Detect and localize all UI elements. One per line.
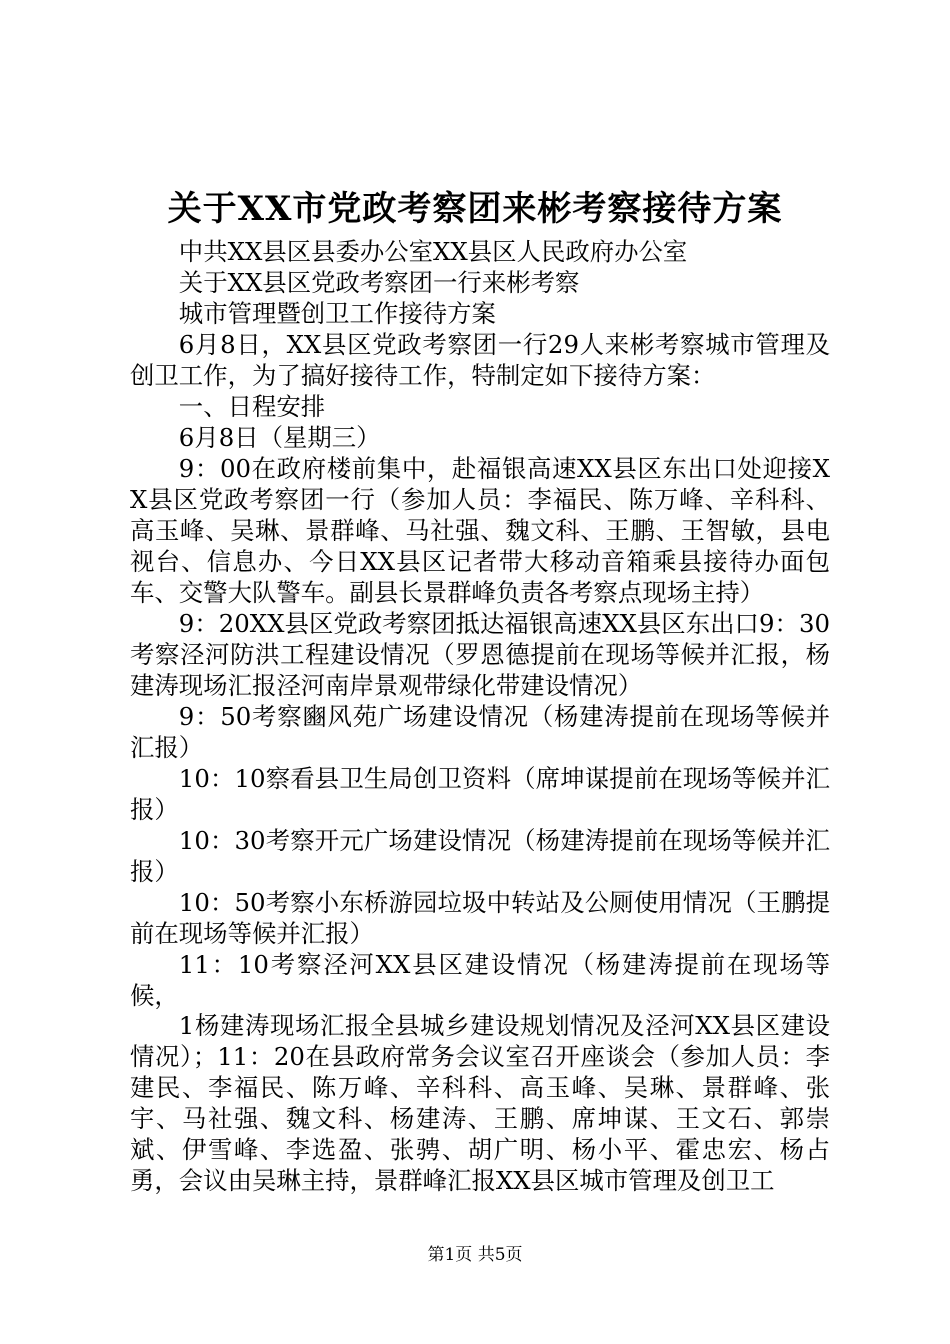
body-block-1 — [130, 236, 830, 1011]
paragraph: 10：30考察开元广场建设情况（杨建涛提前在现场等候并汇报） — [130, 826, 830, 886]
paragraph: 9：20XX县区党政考察团抵达福银高速XX县区东出口9：30考察泾河防洪工程建设情况（罗恩德提前在现场等候并汇报，杨建涛现场汇报泾河南岸景观带绿化带建设情况） — [130, 609, 830, 700]
paragraph: 9：50考察豳风苑广场建设情况（杨建涛提前在现场等候并汇报） — [130, 702, 830, 762]
paragraph: 9：00在政府楼前集中，赴福银高速XX县区东出口处迎接XX县区党政考察团一行（参加人员：李福民、陈万峰、辛科科、高玉峰、吴琳、景群峰、马社强、魏文科、王鹏、王智敏，县电视台、信息办、今日XX县区记者带大移动音箱乘县接待办面包车、交警大队警车。副县长景群峰负责各考察点现场主持） — [130, 454, 830, 607]
paragraph: 关于XX县区党政考察团一行来彬考察 — [178, 268, 580, 297]
paragraph: 10：10察看县卫生局创卫资料（席坤谋提前在现场等候并汇报） — [130, 764, 830, 824]
paragraph: 6月8日（星期三） — [178, 423, 381, 452]
section-heading: 一、日程安排 — [178, 392, 326, 421]
page-footer: 第1页 共5页 — [427, 1245, 523, 1265]
paragraph: 11：10考察泾河XX县区建设情况（杨建涛提前在现场等候， — [130, 950, 830, 1010]
paragraph: 1杨建涛现场汇报全县城乡建设规划情况及泾河XX县区建设情况）；11：20在县政府常务会议室召开座谈会（参加人员：李建民、李福民、陈万峰、辛科科、高玉峰、吴琳、景群峰、张宇、马社强、魏文科、杨建涛、王鹏、席坤谋、王文石、郭崇斌、伊雪峰、李选盈、张骋、胡广明、杨小平、霍忠宏、杨占勇，会议由吴琳主持，景群峰汇报XX县区城市管理及创卫工 — [130, 1011, 830, 1195]
paragraph: 城市管理暨创卫工作接待方案 — [178, 299, 496, 328]
paragraph: 6月8日，XX县区党政考察团一行29人来彬考察城市管理及创卫工作，为了搞好接待工作，特制定如下接待方案： — [130, 330, 830, 390]
document-title: 关于XX市党政考察团来彬考察接待方案 — [167, 189, 783, 229]
paragraph: 10：50考察小东桥游园垃圾中转站及公厕使用情况（王鹏提前在现场等候并汇报） — [130, 888, 830, 948]
body-block-2 — [130, 1010, 830, 1196]
paragraph: 中共XX县区县委办公室XX县区人民政府办公室 — [178, 237, 688, 266]
